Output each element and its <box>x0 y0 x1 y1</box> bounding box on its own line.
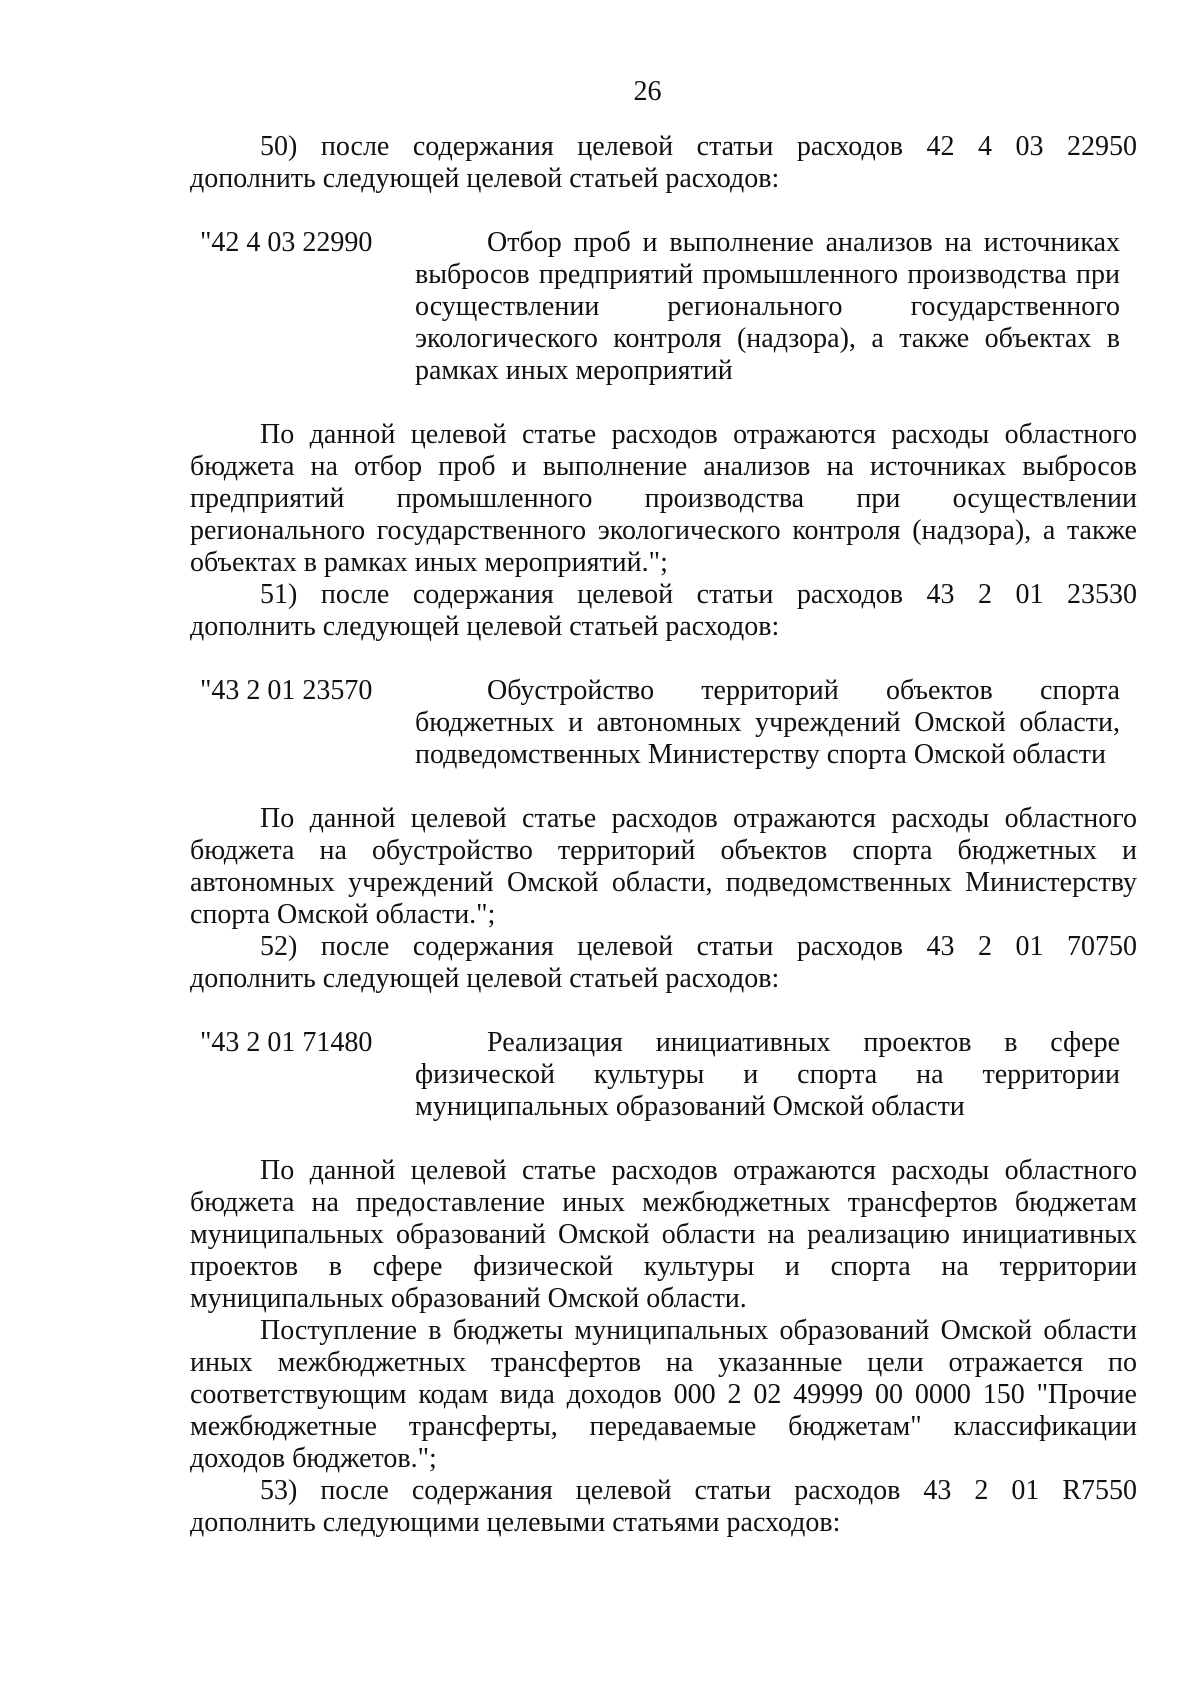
target-article-code: "43 2 01 71480 <box>200 1027 373 1058</box>
target-article-code: "43 2 01 23570 <box>200 675 373 706</box>
item-52-heading: 52) после содержания целевой статьи расходов 43 2 01 70750 <box>260 931 1137 962</box>
item-52-continuation: дополнить следующей целевой статьей расходов: <box>190 963 780 994</box>
item-50-heading: 50) после содержания целевой статьи расходов 42 4 03 22950 <box>260 131 1137 162</box>
target-article-description: Отбор проб и выполнение анализов на источниках выбросов предприятий промышленного производства при осуществлении регионального государственного экологического контроля (надзора), а также объектах в рамках иных мероприятий <box>415 227 1120 386</box>
item-51-heading: 51) после содержания целевой статьи расходов 43 2 01 23530 <box>260 579 1137 610</box>
item-50-continuation: дополнить следующей целевой статьей расходов: <box>190 163 780 194</box>
explanation-paragraph: По данной целевой статье расходов отражаются расходы областного бюджета на предоставление иных межбюджетных трансфертов бюджетам муниципальных образований Омской области на реализацию инициативных проектов в сфере физической культуры и спорта на территории муниципальных образований Омской области. <box>190 1155 1137 1314</box>
page-number: 26 <box>633 76 662 107</box>
target-article-entry <box>190 1027 1137 1123</box>
target-article-description: Реализация инициативных проектов в сфере физической культуры и спорта на территории муниципальных образований Омской области <box>415 1027 1120 1122</box>
target-article-description: Обустройство территорий объектов спорта бюджетных и автономных учреждений Омской области, подведомственных Министерству спорта Омской области <box>415 675 1120 770</box>
target-article-entry <box>190 227 1137 387</box>
document-body <box>190 131 1137 1539</box>
target-article-code: "42 4 03 22990 <box>200 227 373 258</box>
explanation-paragraph: По данной целевой статье расходов отражаются расходы областного бюджета на обустройство территорий объектов спорта бюджетных и автономных учреждений Омской области, подведомственных Министерству спорта Омской области."; <box>190 803 1137 930</box>
item-53-heading: 53) после содержания целевой статьи расходов 43 2 01 R7550 <box>260 1475 1137 1506</box>
item-51-continuation: дополнить следующей целевой статьей расходов: <box>190 611 780 642</box>
target-article-entry <box>190 675 1137 771</box>
explanation-paragraph: Поступление в бюджеты муниципальных образований Омской области иных межбюджетных трансфертов на указанные цели отражается по соответствующим кодам вида доходов 000 2 02 49999 00 0000 150 "Прочие межбюджетные трансферты, передаваемые бюджетам" классификации доходов бюджетов."; <box>190 1315 1137 1474</box>
explanation-paragraph: По данной целевой статье расходов отражаются расходы областного бюджета на отбор проб и выполнение анализов на источниках выбросов предприятий промышленного производства при осуществлении регионального государственного экологического контроля (надзора), а также объектах в рамках иных мероприятий."; <box>190 419 1137 578</box>
item-53-continuation: дополнить следующими целевыми статьями расходов: <box>190 1507 841 1538</box>
